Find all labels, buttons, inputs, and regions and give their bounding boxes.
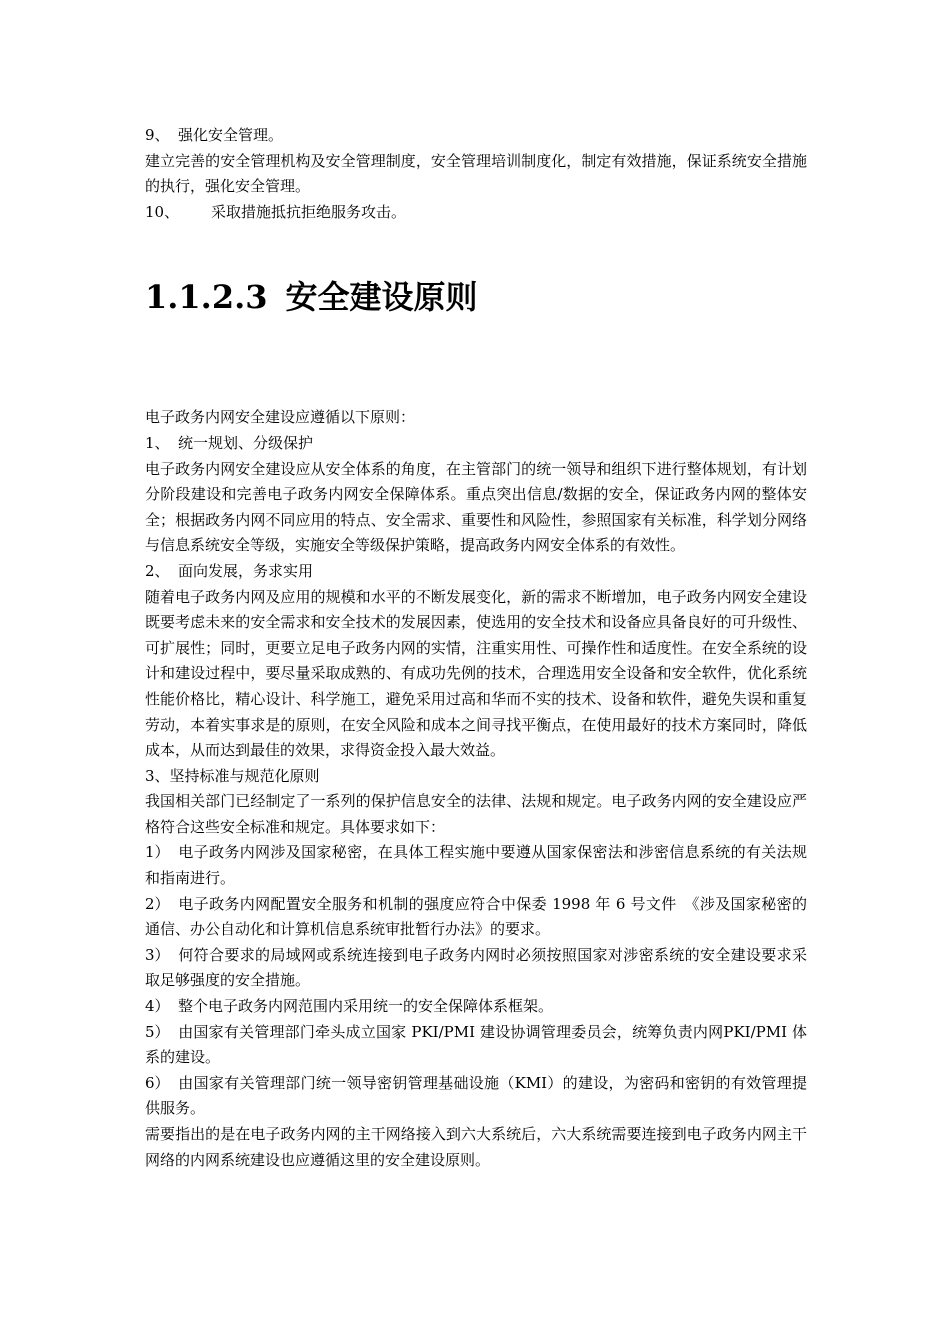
section-heading (145, 277, 807, 317)
paragraph-security-management: 建立完善的安全管理机构及安全管理制度，安全管理培训制度化，制定有效措施，保证系统安全措施的执行，强化安全管理。 (145, 151, 807, 196)
requirement-text: 由国家有关管理部门统一领导密钥管理基础设施（KMI）的建设，为密码和密钥的有效管理提供服务。 (145, 1073, 807, 1118)
list-number: 5） (145, 1022, 170, 1041)
principle-title-text: 统一规划、分级保护 (178, 433, 314, 452)
list-number: 9、 (145, 126, 170, 144)
principle-1-title (145, 431, 807, 457)
requirement-text: 何符合要求的局域网或系统连接到电子政务内网时必须按照国家对涉密系统的安全建设要求采取足够强度的安全措施。 (145, 945, 807, 990)
list-number: 1） (145, 843, 170, 862)
requirement-text: 由国家有关管理部门牵头成立国家 PKI/PMI 建设协调管理委员会，统筹负责内网PKI/PMI 体系的建设。 (145, 1022, 807, 1067)
closing-paragraph: 需要指出的是在电子政务内网的主干网络接入到六大系统后，六大系统需要连接到电子政务内网主干网络的内网系统建设也应遵循这里的安全建设原则。 (145, 1125, 807, 1169)
spacer (145, 317, 807, 405)
list-item-9 (145, 123, 807, 149)
requirement-4 (145, 994, 807, 1020)
requirement-text: 电子政务内网涉及国家秘密，在具体工程实施中要遵从国家保密法和涉密信息系统的有关法规和指南进行。 (145, 843, 807, 888)
requirement-6 (145, 1071, 807, 1122)
list-number: 6） (145, 1073, 170, 1092)
requirement-3 (145, 943, 807, 994)
requirement-5 (145, 1020, 807, 1071)
list-number: 2、 (145, 561, 170, 580)
principle-2-title (145, 559, 807, 585)
section-title: 安全建设原则 (285, 278, 478, 317)
principle-3-body: 我国相关部门已经制定了一系列的保护信息安全的法律、法规和规定。电子政务内网的安全建设应严格符合这些安全标准和规定。具体要求如下： (145, 792, 807, 836)
list-item-text: 采取措施抵抗拒绝服务攻击。 (211, 202, 407, 221)
requirement-text: 整个电子政务内网范围内采用统一的安全保障体系框架。 (178, 997, 554, 1016)
requirement-1 (145, 840, 807, 891)
principle-title-text: 面向发展，务求实用 (178, 561, 314, 580)
section-number: 1.1.2.3 (145, 278, 268, 317)
list-number: 2） (145, 894, 170, 913)
principle-3-title: 3、坚持标准与规范化原则 (145, 766, 320, 785)
list-number: 3） (145, 945, 170, 964)
list-number: 10、 (145, 202, 180, 221)
principle-1-body: 电子政务内网安全建设应从安全体系的角度，在主管部门的统一领导和组织下进行整体规划，有计划分阶段建设和完善电子政务内网安全保障体系。重点突出信息/数据的安全，保证政务内网的整体安全；根据政务内网不同应用的特点、安全需求、重要性和风险性，参照国家有关标准，科学划分网络与信息系统安全等级，实施安全等级保护策略，提高政务内网安全体系的有效性。 (145, 459, 807, 555)
list-item-text: 强化安全管理。 (178, 126, 284, 144)
principle-2-body: 随着电子政务内网及应用的规模和水平的不断发展变化，新的需求不断增加，电子政务内网安全建设既要考虑未来的安全需求和安全技术的发展因素，使选用的安全技术和设备应具备良好的可升级性、可扩展性；同时，更要立足电子政务内网的实情，注重实用性、可操作性和适度性。在安全系统的设计和建设过程中，要尽量采取成熟的、有成功先例的技术，合理选用安全设备和安全软件，优化系统性能价格比，精心设计、科学施工，避免采用过高和华而不实的技术、设备和软件，避免失误和重复劳动，本着实事求是的原则，在安全风险和成本之间寻找平衡点，在使用最好的技术方案同时，降低成本，从而达到最佳的效果，求得资金投入最大效益。 (145, 587, 807, 760)
requirement-text: 电子政务内网配置安全服务和机制的强度应符合中保委 1998 年 6 号文件 《涉及国家秘密的通信、办公自动化和计算机信息系统审批暂行办法》的要求。 (145, 894, 807, 939)
requirement-2 (145, 892, 807, 943)
document-page (145, 123, 807, 1173)
list-number: 4） (145, 997, 170, 1016)
list-item-10 (145, 200, 807, 226)
intro-paragraph: 电子政务内网安全建设应遵循以下原则： (145, 408, 416, 427)
list-number: 1、 (145, 433, 170, 452)
